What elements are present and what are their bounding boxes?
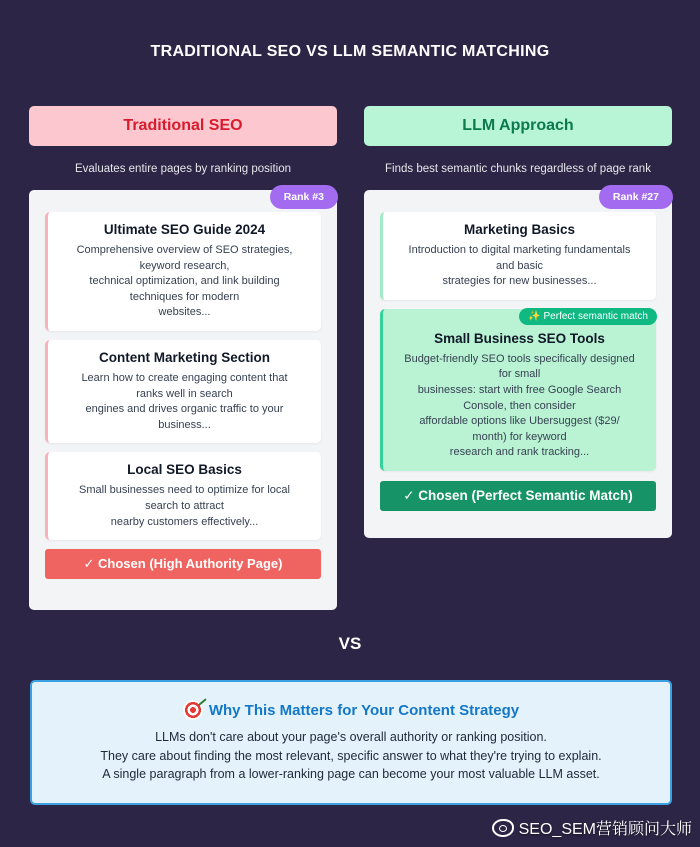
card-title: Small Business SEO Tools: [434, 330, 605, 346]
chunk-card: [380, 212, 656, 300]
card-title: Content Marketing Section: [98, 349, 270, 365]
why-line: They care about finding the most relevant, specific answer to what they're trying to explain.: [100, 748, 602, 763]
target-icon: [183, 700, 203, 720]
page-card: [45, 452, 321, 540]
card-body: Learn how to create engaging content that ranks well in search engines and drives organic traffic to your business...: [81, 371, 288, 431]
traditional-seo-subtitle: Evaluates entire pages by ranking position: [74, 163, 292, 175]
watermark-text: SEO_SEM营销顾问大师: [518, 821, 692, 838]
card-body: Small businesses need to optimize for local search to attract nearby customers effectively...: [79, 484, 290, 528]
why-line: A single paragraph from a lower-ranking page can become your most valuable LLM asset.: [102, 767, 600, 781]
traditional-seo-panel: [29, 190, 337, 610]
weibo-icon: [492, 819, 514, 837]
card-title: Local SEO Basics: [127, 462, 242, 478]
llm-approach-panel: [364, 190, 672, 538]
traditional-seo-column: [29, 106, 337, 572]
rank-badge: Rank #3: [270, 185, 338, 209]
vs-label: VS: [338, 634, 362, 653]
why-it-matters-box: [30, 680, 672, 805]
llm-approach-column: [364, 106, 672, 503]
traditional-seo-header: Traditional SEO: [29, 106, 337, 146]
llm-approach-header: LLM Approach: [364, 106, 672, 146]
why-title-row: [32, 700, 670, 720]
semantic-match-badge: ✨ Perfect semantic match: [519, 308, 657, 325]
card-title: Ultimate SEO Guide 2024: [103, 222, 266, 237]
rank-badge: Rank #27: [599, 185, 673, 209]
matched-chunk-card: [380, 309, 656, 471]
card-body: Budget-friendly SEO tools specifically designed for small businesses: start with free Google Search Console, then consider affordable options like Ubersuggest ($29/ month) for keyword research and rank tracking...: [404, 352, 635, 459]
llm-approach-subtitle: Finds best semantic chunks regardless of page rank: [385, 163, 651, 175]
why-line: LLMs don't care about your page's overall authority or ranking position.: [155, 730, 547, 744]
page-card: [45, 340, 321, 443]
card-body: Comprehensive overview of SEO strategies, keyword research, technical optimization, and link building techniques for modern websites...: [76, 244, 293, 319]
page-card: [45, 212, 321, 331]
why-title: Why This Matters for Your Content Strategy: [208, 701, 520, 719]
card-body: Introduction to digital marketing fundamentals and basic strategies for new businesses...: [408, 244, 631, 288]
chosen-high-authority-label: ✓ Chosen (High Authority Page): [45, 549, 321, 579]
chosen-semantic-match-label: ✓ Chosen (Perfect Semantic Match): [380, 481, 656, 511]
card-title: Marketing Basics: [463, 222, 576, 237]
page-title: TRADITIONAL SEO VS LLM SEMANTIC MATCHING: [150, 43, 550, 60]
watermark: [492, 816, 692, 839]
